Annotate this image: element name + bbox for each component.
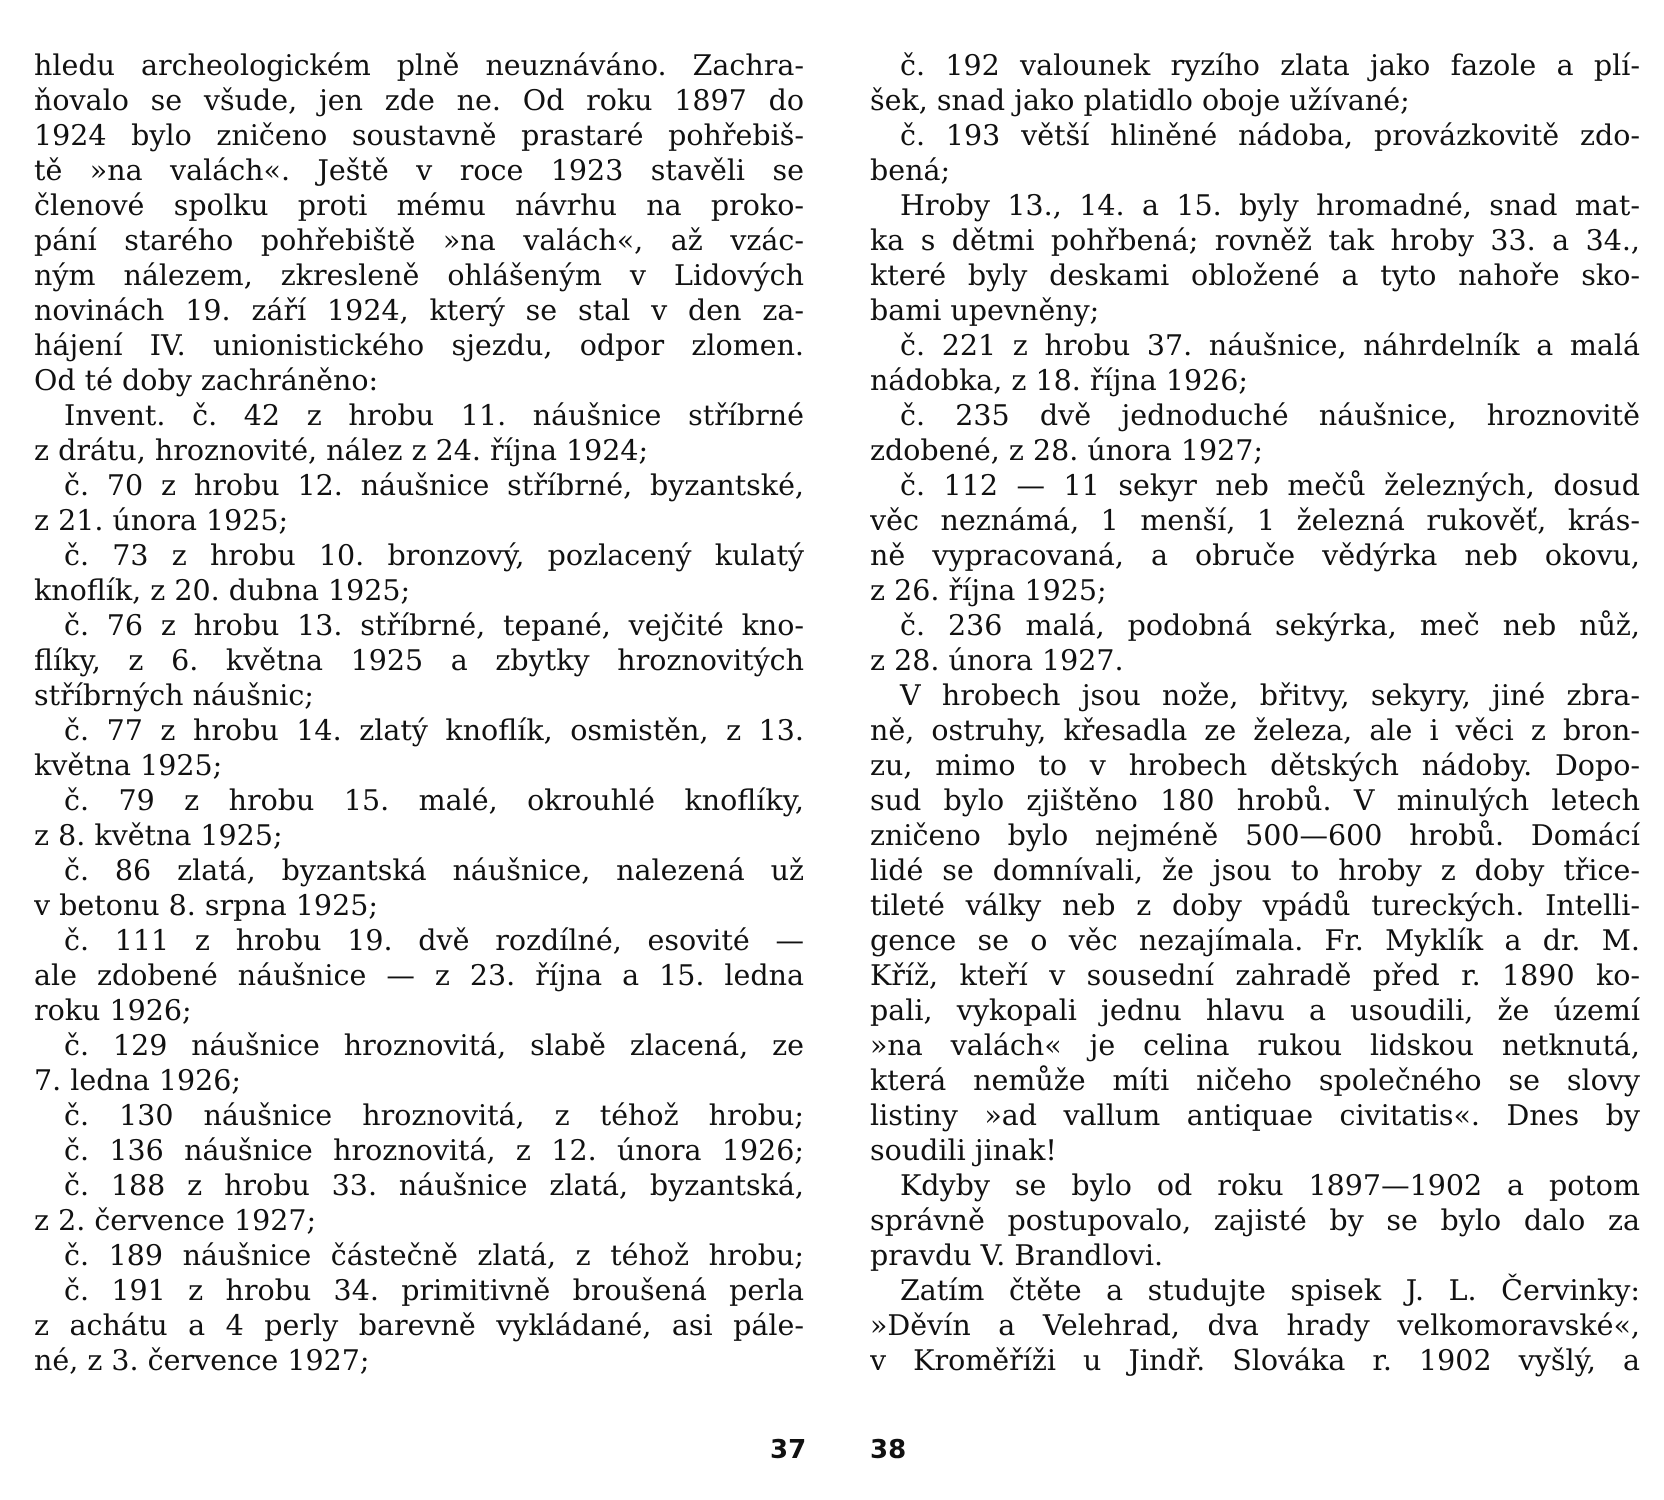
text-line: hledu archeologickém plně neuznáváno. Zachra- — [34, 49, 804, 82]
text-line: z 8. května 1925; — [34, 819, 283, 852]
text-line: 1924 bylo zničeno soustavně prastaré pohřebiš- — [34, 119, 804, 152]
text-line: Od té doby zachráněno: — [34, 364, 379, 397]
text-line: č. 73 z hrobu 10. bronzový, pozlacený kulatý — [64, 539, 804, 572]
text-line: novinách 19. září 1924, který se stal v den za- — [34, 294, 804, 327]
text-line: né, z 3. července 1927; — [34, 1344, 370, 1377]
text-line: č. 189 náušnice částečně zlatá, z téhož hrobu; — [64, 1239, 804, 1272]
text-line: zničeno bylo nejméně 500—600 hrobů. Domácí — [870, 819, 1640, 852]
text-line: soudili jinak! — [870, 1134, 1057, 1167]
text-line: Invent. č. 42 z hrobu 11. náušnice stříbrné — [64, 399, 804, 432]
text-line: Kříž, kteří v sousední zahradě před r. 1890 ko- — [870, 959, 1640, 992]
text-line: z drátu, hroznovité, nález z 24. října 1924; — [34, 434, 649, 467]
text-line: tileté války neb z doby vpádů tureckých. Intelli- — [870, 889, 1640, 922]
text-line: nádobka, z 18. října 1926; — [870, 364, 1248, 397]
text-line: z 28. února 1927. — [870, 644, 1124, 677]
text-line: Zatím čtěte a studujte spisek J. L. Červinky: — [900, 1274, 1640, 1307]
text-line: Kdyby se bylo od roku 1897—1902 a potom — [900, 1169, 1640, 1202]
text-line: č. 79 z hrobu 15. malé, okrouhlé knoflíky, — [64, 784, 804, 817]
text-line: ně, ostruhy, křesadla ze železa, ale i věci z bron- — [870, 714, 1640, 747]
text-line: v betonu 8. srpna 1925; — [34, 889, 378, 922]
text-line: tě »na valách«. Ještě v roce 1923 stavěli se — [34, 154, 804, 187]
text-line: č. 77 z hrobu 14. zlatý knoflík, osmistěn, z 13. — [64, 714, 804, 747]
text-line: z 21. února 1925; — [34, 504, 289, 537]
text-line: správně postupovalo, zajisté by se bylo dalo za — [870, 1204, 1640, 1237]
text-line: v Kroměříži u Jindř. Slováka r. 1902 vyšlý, a — [870, 1344, 1640, 1377]
text-line: která nemůže míti ničeho společného se slovy — [870, 1064, 1640, 1097]
text-line: č. 192 valounek ryzího zlata jako fazole a plí- — [900, 49, 1640, 82]
left-page-text — [34, 48, 804, 1378]
text-line: V hrobech jsou nože, břitvy, sekyry, jiné zbra- — [900, 679, 1640, 712]
text-line: pali, vykopali jednu hlavu a usoudili, že území — [870, 994, 1640, 1027]
text-line: č. 235 dvě jednoduché náušnice, hroznovitě — [900, 399, 1640, 432]
text-line: hájení IV. unionistického sjezdu, odpor zlomen. — [34, 329, 804, 362]
text-line: ka s dětmi pohřbená; rovněž tak hroby 33. a 34., — [870, 224, 1640, 257]
text-line: listiny »ad vallum antiquae civitatis«. Dnes by — [870, 1099, 1640, 1132]
text-line: č. 236 malá, podobná sekýrka, meč neb nůž, — [900, 609, 1640, 642]
text-line: »Děvín a Velehrad, dva hrady velkomoravské«, — [870, 1309, 1640, 1342]
page-number-left: 37 — [770, 1435, 807, 1465]
text-line: Hroby 13., 14. a 15. byly hromadné, snad mat- — [900, 189, 1640, 222]
text-line: ným nálezem, zkresleně ohlášeným v Lidových — [34, 259, 804, 292]
text-line: knoflík, z 20. dubna 1925; — [34, 574, 411, 607]
text-line: č. 130 náušnice hroznovitá, z téhož hrobu; — [64, 1099, 804, 1132]
text-line: č. 70 z hrobu 12. náušnice stříbrné, byzantské, — [64, 469, 804, 502]
text-line: ně vypracovaná, a obruče vědýrka neb okovu, — [870, 539, 1640, 572]
text-line: z achátu a 4 perly barevně vykládané, asi pále- — [34, 1309, 804, 1342]
text-line: č. 129 náušnice hroznovitá, slabě zlacená, ze — [64, 1029, 804, 1062]
text-line: č. 86 zlatá, byzantská náušnice, nalezená už — [64, 854, 804, 887]
page-number-right: 38 — [870, 1435, 907, 1465]
text-line: členové spolku proti mému návrhu na proko- — [34, 189, 804, 222]
text-line: gence se o věc nezajímala. Fr. Myklík a dr. M. — [870, 924, 1640, 957]
text-line: roku 1926; — [34, 994, 192, 1027]
text-line: ňovalo se všude, jen zde ne. Od roku 1897 do — [34, 84, 804, 117]
text-line: pání starého pohřebiště »na valách«, až vzác- — [34, 224, 804, 257]
right-page-text — [870, 48, 1640, 1378]
text-line: č. 191 z hrobu 34. primitivně broušená perla — [64, 1274, 804, 1307]
text-line: bená; — [870, 154, 951, 187]
text-line: které byly deskami obložené a tyto nahoře sko- — [870, 259, 1640, 292]
text-line: č. 112 — 11 sekyr neb mečů železných, dosud — [900, 469, 1640, 502]
text-line: č. 188 z hrobu 33. náušnice zlatá, byzantská, — [64, 1169, 804, 1202]
text-line: č. 193 větší hliněné nádoba, provázkovitě zdo- — [900, 119, 1640, 152]
text-line: zu, mimo to v hrobech dětských nádoby. Dopo- — [870, 749, 1640, 782]
text-line: května 1925; — [34, 749, 223, 782]
text-line: č. 111 z hrobu 19. dvě rozdílné, esovité — — [64, 924, 804, 957]
text-line: stříbrných náušnic; — [34, 679, 314, 712]
text-line: zdobené, z 28. února 1927; — [870, 434, 1264, 467]
text-line: bami upevněny; — [870, 294, 1100, 327]
text-line: »na valách« je celina rukou lidskou netknutá, — [870, 1029, 1640, 1062]
text-line: č. 136 náušnice hroznovitá, z 12. února 1926; — [64, 1134, 804, 1167]
text-line: ale zdobené náušnice — z 23. října a 15. ledna — [34, 959, 804, 992]
text-line: 7. ledna 1926; — [34, 1064, 242, 1097]
text-line: pravdu V. Brandlovi. — [870, 1239, 1164, 1272]
text-line: č. 76 z hrobu 13. stříbrné, tepané, vejčité kno- — [64, 609, 804, 642]
text-line: č. 221 z hrobu 37. náušnice, náhrdelník a malá — [900, 329, 1640, 362]
text-line: sud bylo zjištěno 180 hrobů. V minulých letech — [870, 784, 1640, 817]
text-line: flíky, z 6. května 1925 a zbytky hroznovitých — [34, 644, 804, 677]
text-line: z 26. října 1925; — [870, 574, 1107, 607]
text-line: věc neznámá, 1 menší, 1 železná rukověť, krás- — [870, 504, 1640, 537]
text-line: šek, snad jako platidlo oboje užívané; — [870, 84, 1410, 117]
text-line: z 2. července 1927; — [34, 1204, 317, 1237]
text-line: lidé se domnívali, že jsou to hroby z doby třice- — [870, 854, 1640, 887]
